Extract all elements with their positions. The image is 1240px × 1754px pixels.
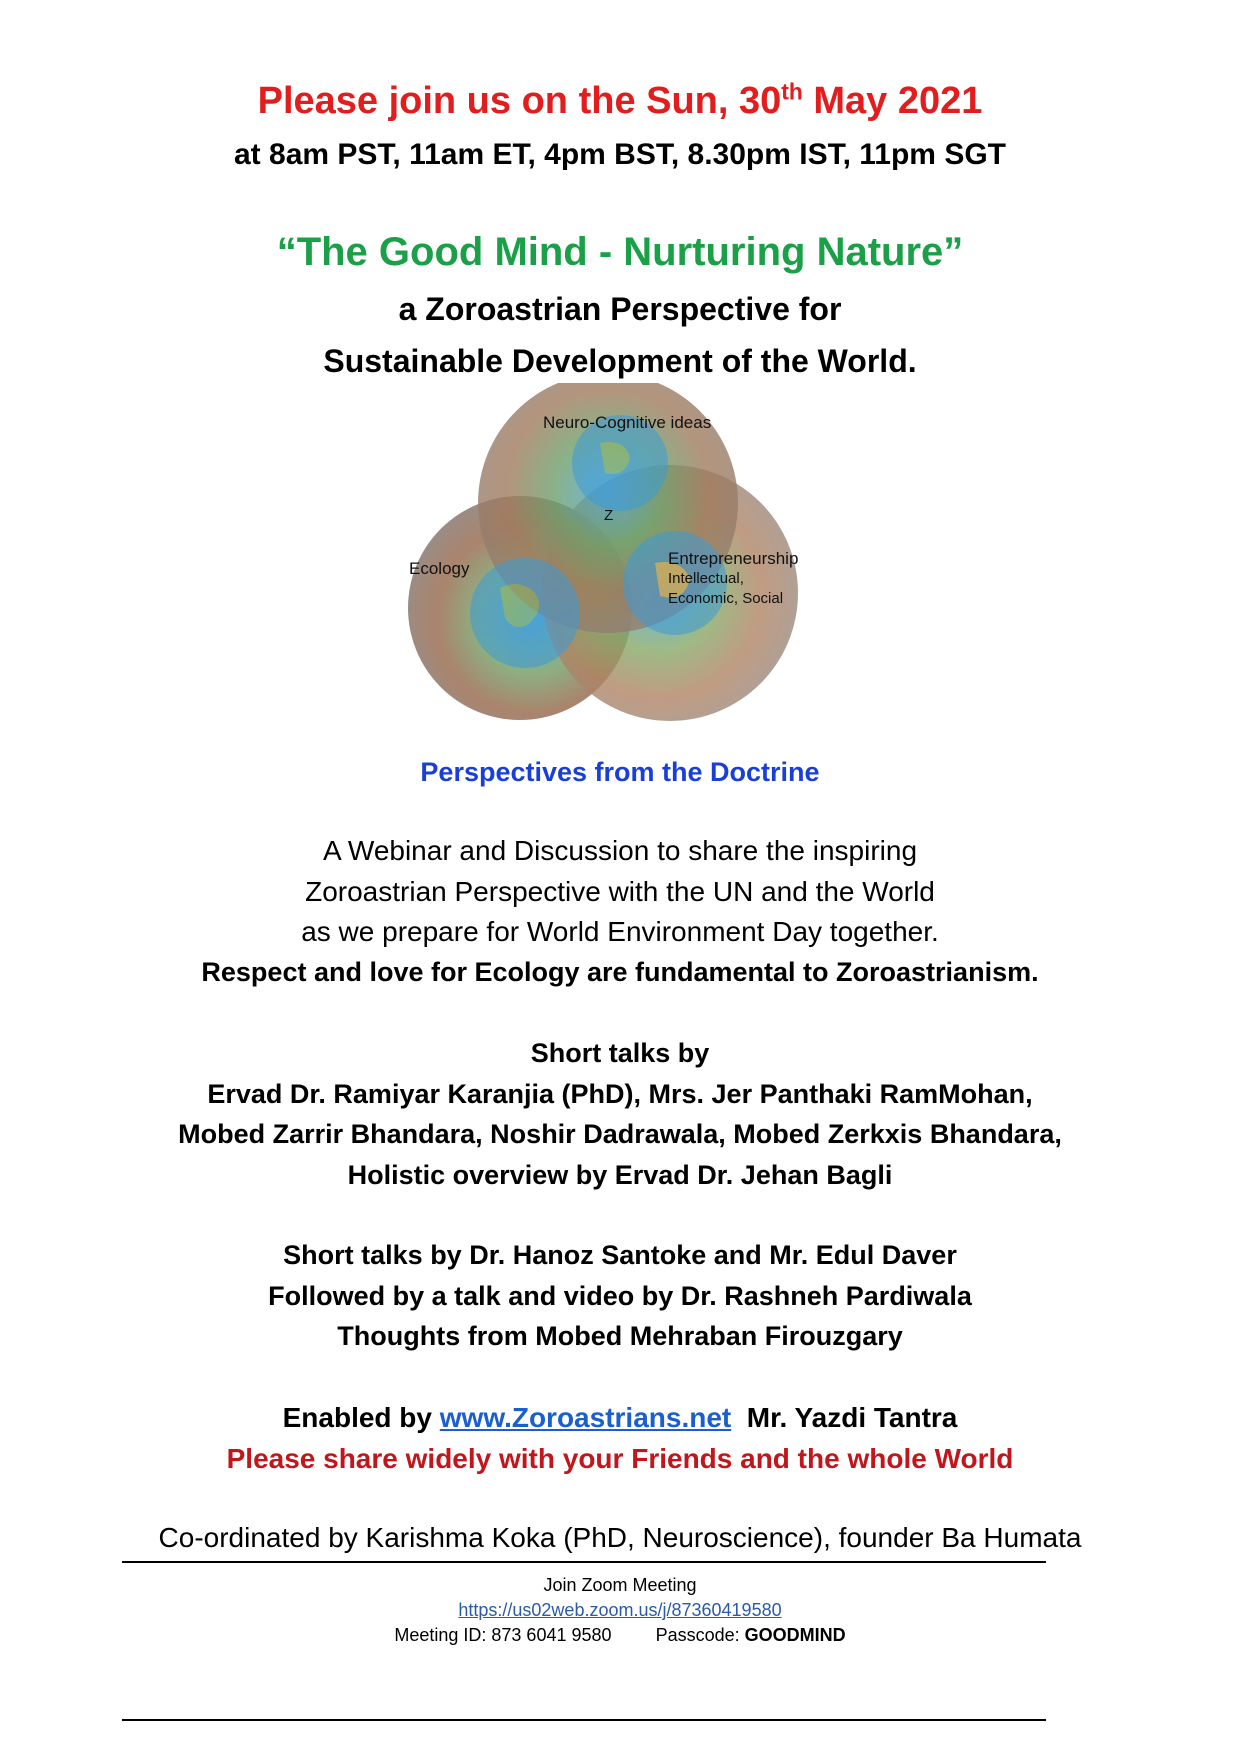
intro-line3: as we prepare for World Environment Day together. <box>301 916 939 947</box>
venn-diagram <box>405 383 845 753</box>
venn-label-right-title: Entrepreneurship <box>668 549 799 568</box>
venn-label-right-sub1: Intellectual, <box>668 570 744 587</box>
enabled-by-line: Enabled by www.Zoroastrians.net Mr. Yazdi Tantra <box>282 1402 958 1433</box>
talks-heading: Short talks by <box>530 1038 710 1068</box>
coordinated-underline <box>122 1561 1046 1563</box>
event-date-heading: Please join us on the Sun, 30th May 2021 <box>257 78 983 122</box>
talks-speakers-line1: Ervad Dr. Ramiyar Karanjia (PhD), Mrs. Jer Panthaki RamMohan, <box>207 1079 1033 1109</box>
venn-label-right-sub2: Economic, Social <box>668 590 784 607</box>
event-times: at 8am PST, 11am ET, 4pm BST, 8.30pm IST, 11pm SGT <box>234 138 1006 171</box>
perspectives-heading: Perspectives from the Doctrine <box>420 757 820 787</box>
share-message: Please share widely with your Friends and the whole World <box>226 1443 1014 1474</box>
talks2-line1: Short talks by Dr. Hanoz Santoke and Mr. Edul Daver <box>283 1240 957 1270</box>
zoom-join-label: Join Zoom Meeting <box>543 1575 697 1595</box>
intro-line4: Respect and love for Ecology are fundamental to Zoroastrianism. <box>201 957 1039 987</box>
intro-line2: Zoroastrian Perspective with the UN and the World <box>305 876 935 907</box>
zoom-meeting-link[interactable]: https://us02web.zoom.us/j/87360419580 <box>458 1600 782 1620</box>
venn-label-left: Ecology <box>409 559 470 578</box>
coordinated-by: Co-ordinated by Karishma Koka (PhD, Neuroscience), founder Ba Humata <box>158 1522 1082 1553</box>
intro-line1: A Webinar and Discussion to share the inspiring <box>322 835 918 866</box>
webinar-subtitle-line1: a Zoroastrian Perspective for <box>398 291 842 327</box>
zoom-passcode: GOODMIND <box>744 1625 846 1645</box>
zoom-url-row <box>0 1600 1240 1621</box>
bottom-divider <box>122 1719 1046 1721</box>
zoom-meeting-details: Meeting ID: 873 6041 9580 Passcode: GOODMIND <box>394 1625 846 1645</box>
talks2-line2: Followed by a talk and video by Dr. Rashneh Pardiwala <box>268 1281 972 1311</box>
venn-label-center: Z <box>604 507 614 524</box>
talks-speakers-line2: Mobed Zarrir Bhandara, Noshir Dadrawala, Mobed Zerkxis Bhandara, <box>178 1119 1062 1149</box>
zoom-meeting-id: Meeting ID: 873 6041 9580 <box>394 1625 612 1645</box>
talks-speakers-line3: Holistic overview by Ervad Dr. Jehan Bagli <box>347 1160 893 1190</box>
talks2-line3: Thoughts from Mobed Mehraban Firouzgary <box>337 1321 903 1351</box>
webinar-subtitle-line2: Sustainable Development of the World. <box>323 343 917 379</box>
webinar-title: “The Good Mind - Nurturing Nature” <box>276 230 964 274</box>
venn-label-top: Neuro-Cognitive ideas <box>543 413 712 432</box>
zoroastrians-link[interactable]: www.Zoroastrians.net <box>439 1402 732 1433</box>
